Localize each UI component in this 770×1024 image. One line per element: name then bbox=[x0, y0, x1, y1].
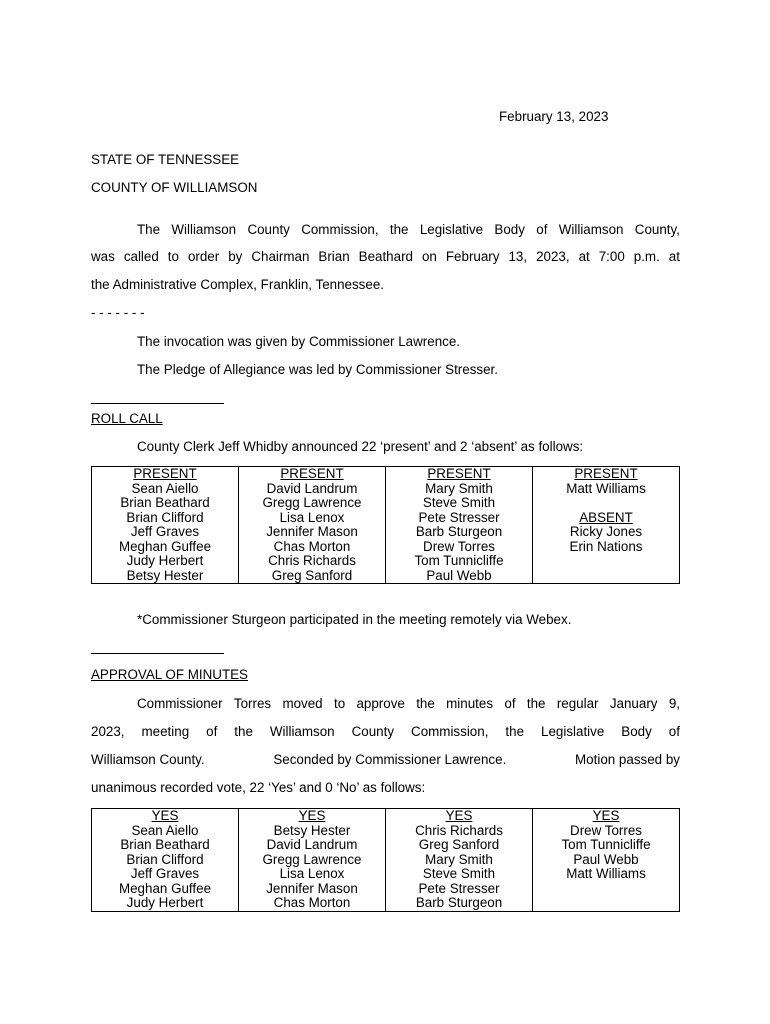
table-cell: Matt Williams bbox=[533, 867, 680, 882]
word: Williamson bbox=[269, 724, 335, 739]
word: to bbox=[333, 696, 346, 711]
table-cell: Barb Sturgeon bbox=[386, 896, 533, 911]
table-cell: Jennifer Mason bbox=[239, 525, 386, 540]
table-row bbox=[92, 482, 680, 497]
word: minutes bbox=[446, 696, 494, 711]
table-cell: PRESENT bbox=[386, 467, 533, 482]
table-cell: Paul Webb bbox=[533, 853, 680, 868]
table-cell bbox=[533, 569, 680, 584]
word: Legislative bbox=[541, 724, 605, 739]
minutes-paragraph-line-2 bbox=[91, 724, 680, 739]
table-cell: David Landrum bbox=[239, 838, 386, 853]
table-cell: Barb Sturgeon bbox=[386, 525, 533, 540]
word: 9, bbox=[668, 696, 680, 711]
table-cell: Pete Stresser bbox=[386, 511, 533, 526]
word: of bbox=[668, 724, 680, 739]
table-cell: Meghan Guffee bbox=[92, 540, 239, 555]
table-cell: Tom Tunnicliffe bbox=[533, 838, 680, 853]
table-row bbox=[92, 569, 680, 584]
table-header-row bbox=[92, 809, 680, 824]
table-cell: Mary Smith bbox=[386, 482, 533, 497]
county-heading: COUNTY OF WILLIAMSON bbox=[91, 180, 258, 195]
word: the bbox=[234, 724, 253, 739]
table-cell bbox=[533, 496, 680, 511]
word: Commission, bbox=[301, 222, 379, 237]
table-cell: Judy Herbert bbox=[92, 896, 239, 911]
table-cell: Chris Richards bbox=[386, 824, 533, 839]
word: the bbox=[505, 724, 525, 739]
word: at bbox=[668, 249, 680, 264]
word: Chairman bbox=[251, 249, 310, 264]
table-row bbox=[92, 853, 680, 868]
state-heading: STATE OF TENNESSEE bbox=[91, 152, 240, 167]
word: regular bbox=[556, 696, 599, 711]
table-cell: Paul Webb bbox=[386, 569, 533, 584]
roll-call-heading: ROLL CALL bbox=[91, 411, 163, 426]
table-cell: YES bbox=[92, 809, 239, 824]
table-cell: Betsy Hester bbox=[239, 824, 386, 839]
opening-paragraph-line-3: the Administrative Complex, Franklin, Tennessee. bbox=[91, 277, 384, 292]
table-cell: Chas Morton bbox=[239, 896, 386, 911]
table-cell: Lisa Lenox bbox=[239, 511, 386, 526]
minutes-paragraph-line-3 bbox=[91, 752, 680, 767]
table-cell bbox=[533, 882, 680, 897]
word: County, bbox=[634, 222, 680, 237]
word: of bbox=[536, 222, 548, 237]
table-cell bbox=[533, 896, 680, 911]
word: 2023, bbox=[91, 724, 125, 739]
table-header-row bbox=[92, 467, 680, 482]
minutes-vote-table bbox=[91, 808, 680, 912]
table-cell bbox=[533, 554, 680, 569]
roll-call-announcement: County Clerk Jeff Whidby announced 22 ‘present’ and 2 ‘absent’ as follows: bbox=[137, 439, 584, 454]
word: by bbox=[228, 249, 243, 264]
table-cell: David Landrum bbox=[239, 482, 386, 497]
table-row bbox=[92, 540, 680, 555]
word: moved bbox=[282, 696, 323, 711]
invocation-text: The invocation was given by Commissioner Lawrence. bbox=[137, 334, 461, 349]
table-cell: Jeff Graves bbox=[92, 525, 239, 540]
word: called bbox=[123, 249, 159, 264]
opening-paragraph-line-1 bbox=[137, 222, 680, 237]
table-cell: Chas Morton bbox=[239, 540, 386, 555]
word: The bbox=[137, 222, 161, 237]
word: Brian bbox=[318, 249, 350, 264]
word: was bbox=[91, 249, 115, 264]
table-cell: YES bbox=[386, 809, 533, 824]
word: order bbox=[187, 249, 220, 264]
table-row bbox=[92, 525, 680, 540]
word: on bbox=[421, 249, 437, 264]
table-cell: Drew Torres bbox=[386, 540, 533, 555]
word: 2023, bbox=[536, 249, 570, 264]
table-cell: Sean Aiello bbox=[92, 824, 239, 839]
table-cell: Meghan Guffee bbox=[92, 882, 239, 897]
table-cell: PRESENT bbox=[92, 467, 239, 482]
word: the bbox=[416, 696, 435, 711]
word: to bbox=[167, 249, 179, 264]
table-cell: Steve Smith bbox=[386, 496, 533, 511]
minutes-paragraph-line-4: unanimous recorded vote, 22 ‘Yes’ and 0 ‘No’ as follows: bbox=[91, 780, 426, 795]
table-row bbox=[92, 896, 680, 911]
table-cell: Greg Sanford bbox=[239, 569, 386, 584]
section-rule bbox=[91, 653, 224, 654]
roll-call-table bbox=[91, 466, 680, 584]
table-cell: Matt Williams bbox=[533, 482, 680, 497]
word: of bbox=[504, 696, 516, 711]
table-cell: YES bbox=[533, 809, 680, 824]
word: County bbox=[351, 724, 395, 739]
table-cell: Brian Clifford bbox=[92, 853, 239, 868]
section-rule bbox=[91, 403, 224, 404]
table-cell: Mary Smith bbox=[386, 853, 533, 868]
word: 13, bbox=[508, 249, 528, 264]
word: Commission, bbox=[411, 724, 489, 739]
table-row bbox=[92, 554, 680, 569]
table-row bbox=[92, 496, 680, 511]
pledge-text: The Pledge of Allegiance was led by Commissioner Stresser. bbox=[137, 362, 498, 377]
approval-of-minutes-heading: APPROVAL OF MINUTES bbox=[91, 667, 248, 682]
table-row bbox=[92, 824, 680, 839]
word: Commissioner bbox=[137, 696, 223, 711]
table-cell: Jennifer Mason bbox=[239, 882, 386, 897]
word: Williamson bbox=[558, 222, 624, 237]
table-cell: Brian Beathard bbox=[92, 838, 239, 853]
word: Williamson County. bbox=[91, 752, 205, 767]
word: January bbox=[609, 696, 658, 711]
word: Seconded by Commissioner Lawrence. bbox=[273, 752, 507, 767]
table-cell: Steve Smith bbox=[386, 867, 533, 882]
table-cell: Tom Tunnicliffe bbox=[386, 554, 533, 569]
word: Beathard bbox=[358, 249, 413, 264]
table-cell: PRESENT bbox=[239, 467, 386, 482]
table-row bbox=[92, 867, 680, 882]
word: the bbox=[526, 696, 546, 711]
word: of bbox=[206, 724, 218, 739]
word: Legislative bbox=[419, 222, 484, 237]
table-cell: Drew Torres bbox=[533, 824, 680, 839]
table-cell: Chris Richards bbox=[239, 554, 386, 569]
table-cell: ABSENT bbox=[533, 511, 680, 526]
section-separator: - - - - - - - bbox=[91, 305, 145, 320]
table-cell: Brian Beathard bbox=[92, 496, 239, 511]
table-cell: Jeff Graves bbox=[92, 867, 239, 882]
word: Body bbox=[621, 724, 652, 739]
table-cell: Betsy Hester bbox=[92, 569, 239, 584]
table-cell: Brian Clifford bbox=[92, 511, 239, 526]
word: meeting bbox=[141, 724, 190, 739]
word: Body bbox=[494, 222, 525, 237]
word: 7:00 bbox=[598, 249, 625, 264]
table-cell: Lisa Lenox bbox=[239, 867, 386, 882]
remote-participation-note: *Commissioner Sturgeon participated in the meeting remotely via Webex. bbox=[137, 612, 572, 627]
table-row bbox=[92, 838, 680, 853]
word: Motion passed by bbox=[575, 752, 680, 767]
table-cell: Ricky Jones bbox=[533, 525, 680, 540]
word: Torres bbox=[233, 696, 272, 711]
word: the bbox=[389, 222, 409, 237]
word: County bbox=[247, 222, 290, 237]
table-cell: Judy Herbert bbox=[92, 554, 239, 569]
table-cell: Erin Nations bbox=[533, 540, 680, 555]
minutes-paragraph-line-1 bbox=[137, 696, 680, 711]
word: at bbox=[578, 249, 590, 264]
table-cell: Pete Stresser bbox=[386, 882, 533, 897]
table-cell: YES bbox=[239, 809, 386, 824]
document-date: February 13, 2023 bbox=[499, 109, 609, 124]
table-cell: Greg Sanford bbox=[386, 838, 533, 853]
table-cell: Gregg Lawrence bbox=[239, 496, 386, 511]
table-cell: Sean Aiello bbox=[92, 482, 239, 497]
word: p.m. bbox=[633, 249, 660, 264]
opening-paragraph-line-2 bbox=[91, 249, 680, 264]
table-row bbox=[92, 511, 680, 526]
table-cell: PRESENT bbox=[533, 467, 680, 482]
word: February bbox=[445, 249, 500, 264]
word: Williamson bbox=[171, 222, 237, 237]
word: approve bbox=[356, 696, 405, 711]
table-cell: Gregg Lawrence bbox=[239, 853, 386, 868]
table-row bbox=[92, 882, 680, 897]
